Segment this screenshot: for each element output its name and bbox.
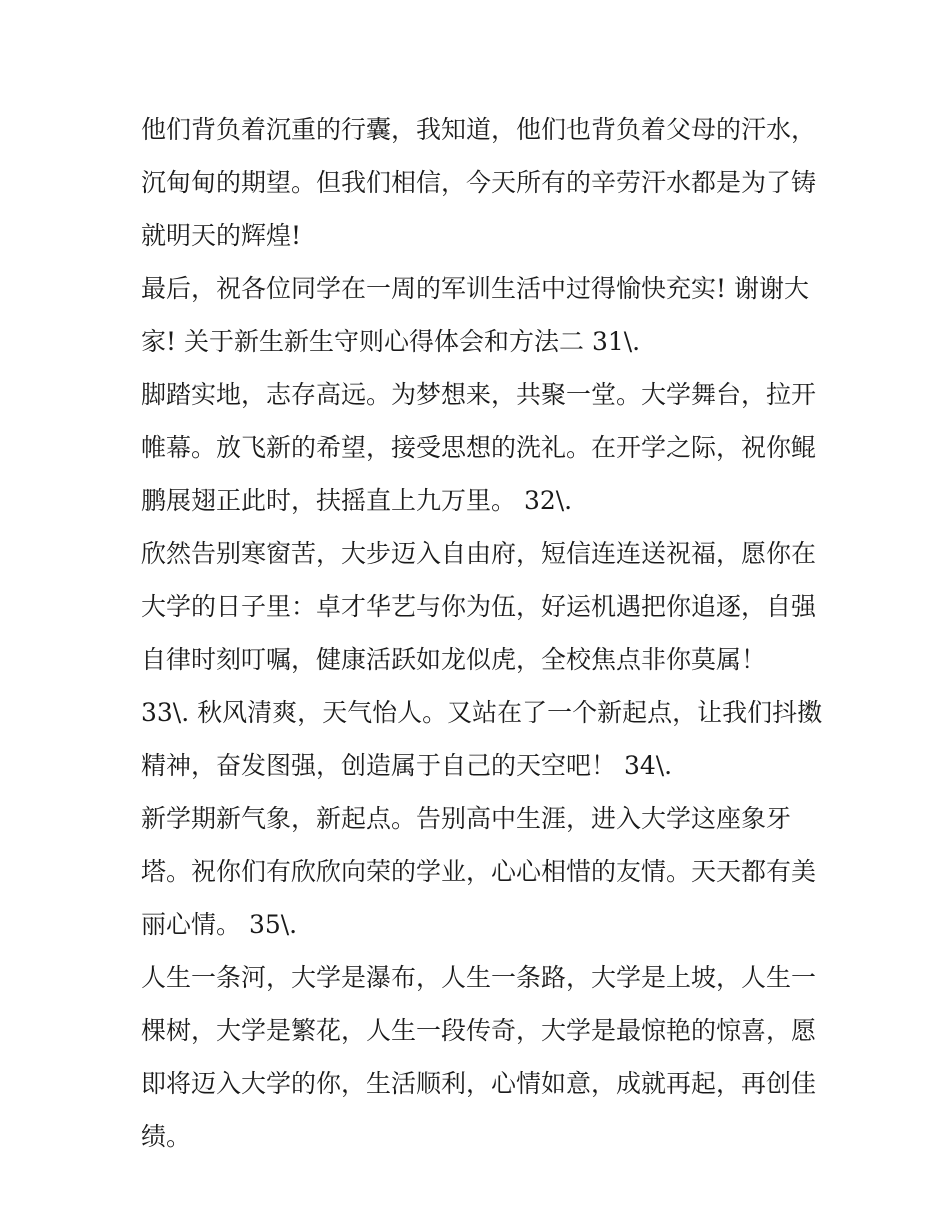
text-line: 即将迈入大学的你，生活顺利，心情如意，成就再起，再创佳 <box>141 1069 817 1098</box>
text-line: 33\. 秋风清爽，天气怡人。又站在了一个新起点，让我们抖擞 <box>141 698 823 727</box>
body-text <box>141 103 821 1163</box>
text-line: 塔。祝你们有欣欣向荣的学业，心心相惜的友情。天天都有美 <box>141 857 817 886</box>
text-line: 欣然告别寒窗苦，大步迈入自由府，短信连连送祝福，愿你在 <box>141 539 817 568</box>
text-line: 最后，祝各位同学在一周的军训生活中过得愉快充实! 谢谢大 <box>141 274 809 303</box>
text-line: 沉甸甸的期望。但我们相信，今天所有的辛劳汗水都是为了铸 <box>141 168 817 197</box>
text-line: 鹏展翅正此时，扶摇直上九万里。 32\. <box>141 486 573 515</box>
text-line: 精神，奋发图强，创造属于自己的天空吧！ 34\. <box>141 751 673 780</box>
text-line: 丽心情。 35\. <box>141 910 298 939</box>
text-line: 就明天的辉煌! <box>141 221 302 250</box>
text-line: 帷幕。放飞新的希望，接受思想的洗礼。在开学之际，祝你鲲 <box>141 433 817 462</box>
text-line: 他们背负着沉重的行囊，我知道，他们也背负着父母的汗水， <box>141 115 817 144</box>
text-line: 棵树，大学是繁花，人生一段传奇，大学是最惊艳的惊喜，愿 <box>141 1016 817 1045</box>
text-line: 新学期新气象，新起点。告别高中生涯，进入大学这座象牙 <box>141 804 792 833</box>
text-line: 人生一条河，大学是瀑布，人生一条路，大学是上坡，人生一 <box>141 963 817 992</box>
text-line: 家! 关于新生新生守则心得体会和方法二 31\. <box>141 327 641 356</box>
text-line: 脚踏实地，志存高远。为梦想来，共聚一堂。大学舞台，拉开 <box>141 380 817 409</box>
text-line: 自律时刻叮嘱，健康活跃如龙似虎，全校焦点非你莫属！ <box>141 645 767 674</box>
text-line: 绩。 <box>141 1122 192 1151</box>
text-line: 大学的日子里：卓才华艺与你为伍，好运机遇把你追逐，自强 <box>141 592 817 621</box>
